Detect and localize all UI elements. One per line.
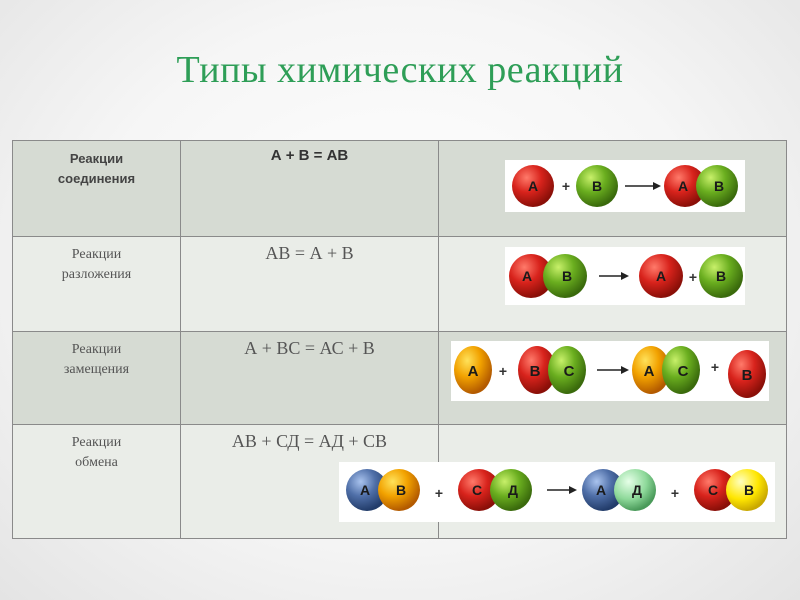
plus-sign: + <box>561 178 571 194</box>
equation-cell <box>181 141 439 237</box>
reaction-equation: АВ + СД = АД + СВ <box>231 431 388 451</box>
reaction-name-line1: Реакции <box>69 151 124 166</box>
svg-text:С: С <box>563 363 575 380</box>
molecule-ab <box>509 254 587 298</box>
molecule-bc <box>518 346 586 394</box>
reaction-name-line2: обмена <box>75 455 118 470</box>
table-row <box>13 141 787 237</box>
equation-cell <box>181 425 755 539</box>
reaction-equation: А + ВС = АС + В <box>244 338 375 358</box>
svg-text:А: А <box>359 482 371 498</box>
arrow-icon <box>625 182 661 190</box>
diagram-cell <box>439 332 787 425</box>
svg-text:С: С <box>677 363 689 380</box>
table-row <box>13 237 787 332</box>
reaction-name-line2: соединения <box>57 171 136 186</box>
svg-text:А: А <box>655 268 667 284</box>
table-row <box>13 425 787 539</box>
svg-text:Д: Д <box>632 482 642 498</box>
table-row <box>13 332 787 425</box>
reaction-name-cell <box>13 332 181 425</box>
svg-text:В: В <box>713 178 725 194</box>
ball-b <box>576 165 618 207</box>
svg-text:А: А <box>527 178 539 194</box>
plus-sign: + <box>434 485 444 501</box>
reactions-table <box>12 140 787 539</box>
molecule-ab <box>664 165 738 207</box>
svg-text:А: А <box>677 178 689 194</box>
ball-a <box>512 165 554 207</box>
ball-b <box>728 350 766 398</box>
reaction-diagram <box>505 160 745 212</box>
svg-text:В: В <box>561 268 573 284</box>
reaction-name-line2: разложения <box>61 267 132 282</box>
plus-sign: + <box>688 269 698 285</box>
svg-text:А: А <box>595 482 607 498</box>
arrow-icon <box>599 272 629 280</box>
reaction-diagram <box>451 341 769 401</box>
svg-text:В: В <box>529 363 541 380</box>
svg-text:С: С <box>471 482 483 498</box>
plus-sign: + <box>710 359 720 375</box>
ball-a <box>639 254 683 298</box>
diagram-cell <box>439 141 787 237</box>
reaction-name-line1: Реакции <box>71 247 122 262</box>
equation-cell <box>181 332 439 425</box>
arrow-icon <box>547 486 577 494</box>
reaction-equation: АВ = А + В <box>265 243 354 263</box>
svg-text:А: А <box>521 268 533 284</box>
plus-sign: + <box>498 363 508 379</box>
svg-text:В: В <box>591 178 603 194</box>
reaction-name-line1: Реакции <box>71 342 122 357</box>
molecule-ad <box>582 469 656 511</box>
plus-sign: + <box>670 485 680 501</box>
svg-text:В: В <box>395 482 407 498</box>
svg-text:А: А <box>643 363 655 380</box>
equation-cell <box>181 237 439 332</box>
slide-title: Типы химических реакций <box>176 49 624 91</box>
reaction-name-line2: замещения <box>63 362 130 377</box>
svg-text:А: А <box>467 363 479 380</box>
molecule-cb <box>694 469 768 511</box>
reaction-diagram <box>505 247 745 305</box>
ball-b <box>699 254 743 298</box>
molecule-ab <box>346 469 420 511</box>
svg-text:В: В <box>741 367 753 384</box>
diagram-cell <box>439 237 787 332</box>
reaction-diagram <box>339 462 775 522</box>
reaction-name-cell <box>13 425 181 539</box>
reaction-name-cell <box>13 237 181 332</box>
svg-text:В: В <box>743 482 755 498</box>
molecule-cd <box>458 469 532 511</box>
molecule-ac <box>632 346 700 394</box>
svg-text:С: С <box>707 482 719 498</box>
reaction-name-line1: Реакции <box>71 435 122 450</box>
svg-text:Д: Д <box>508 482 518 498</box>
reaction-name-cell <box>13 141 181 237</box>
svg-text:В: В <box>715 268 727 284</box>
reaction-equation: А + В = АВ <box>270 147 349 164</box>
arrow-icon <box>597 366 629 374</box>
ball-a <box>454 346 492 394</box>
